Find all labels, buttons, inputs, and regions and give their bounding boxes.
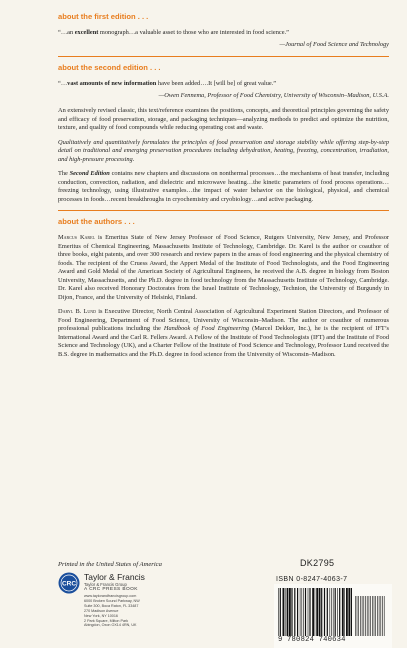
crc-press-book-label: A CRC PRESS BOOK	[84, 587, 138, 592]
first-edition-attribution: —Journal of Food Science and Technology	[279, 40, 389, 48]
publisher-website: www.taylorandfrancisgroup.com	[84, 594, 137, 598]
address-line: Suite 300, Boca Raton, FL 33487	[84, 603, 139, 608]
address-line: 270 Madison Avenue	[84, 609, 119, 614]
paragraph-text: contains new chapters and discussions on nonthermal processes…the mechanisms of heat transfer, including conduction, convection, radiation, and dielectric and microwave heating…the kinetic parameters of food process operations…freezing technology, using illustrative examples…the impact of water behavior on the biological, physical, and chemical processes in foods…recent breakthroughs in cryochemistry and cryobiology…and active packaging.	[58, 170, 390, 203]
address-line: Abingdon, Oxon OX14 4RN, UK	[84, 623, 137, 628]
second-edition-attribution: —Owen Fennema, Professor of Food Chemistry, University of Wisconsin–Madison, U.S.A.	[158, 91, 389, 99]
quote-text: monograph…a valuable asset to those who are interested in food science.”	[98, 29, 289, 36]
publisher-text	[84, 573, 204, 628]
author-bio-lund	[58, 308, 389, 359]
second-edition-emphasis: Second Edition	[69, 170, 110, 177]
authors-heading: about the authors . . .	[58, 217, 135, 226]
author-bio-text: is Emeritus State of New Jersey Professor of Food Science, Rutgers University, New Jersey, and Professor Emeritus of Chemical Engineering, Massachusetts Institute of Technology, Cambridge. Dr. Karel is the author or coauthor of three books, eight patents, and over 300 research and review papers in the areas of food engineering and the physical chemistry of foods. The recipient of the Cruess Award, the Appert Medal of the Institute of Food Technologists, and the Food Engineering Award and Gold Medal of the American Society of Agricultural Engineers, he received the A.B. degree in biology from Boston University, Massachusetts, and the Ph.D. degree in food technology from the Massachusetts Institute of Technology, Cambridge. Dr. Karel also received Honorary Doctorates from the Israel Institute of Technology, Technion, the University of Burgundy in Dijon, France, and the University of Helsinki, Finland.	[58, 234, 389, 301]
author-bio-karel	[58, 234, 389, 302]
author-name: Daryl B. Lund	[58, 308, 96, 315]
ean-number: 9 780824 740634	[278, 636, 346, 644]
address-line: 6000 Broken Sound Parkway, NW	[84, 599, 140, 604]
book-title: Handbook of Food Engineering	[163, 325, 250, 332]
address-line: New York, NY 10016	[84, 613, 118, 618]
ean-barcode-icon	[278, 588, 354, 636]
description-second-edition-paragraph	[58, 170, 389, 204]
quote-text: “…an	[58, 29, 75, 36]
author-bio-text: is Executive Director, North Central Association of Agricultural Experiment Station Directors, and Professor of Food Engineering, Department of Food Science, University of Wisconsin–Madison. The author or coauthor of numerous professional publications including the	[58, 308, 389, 332]
isbn-label: ISBN 0-8247-4063-7	[276, 576, 348, 583]
description-italic-paragraph: Qualitatively and quantitatively formulates the principles of food preservation and storage stability while offering step-by-step detail on traditional and emerging preservation procedures including dehydration, heating, freezing, concentration, irradiation, and high-pressure processing.	[58, 138, 389, 163]
catalog-number: DK2795	[300, 558, 335, 568]
author-bio-text: (Marcel Dekker, Inc.), he is the recipient of IFT’s International Award and the Carl R. Fellers Award. A Fellow of the Institute of Food Technologists (IFT) and the Institute of Food Science and Technology (UK), and a Charter Fellow of the Institute of Food Science and Technology, Professor Lund received the B.S. degree in mathematics and the Ph.D. degree in food science from the University of Wisconsin–Madison.	[58, 325, 390, 358]
quote-text: “…	[58, 80, 68, 87]
paragraph-text: The	[58, 170, 70, 177]
crc-press-logo-icon	[58, 572, 80, 594]
divider	[58, 56, 389, 57]
first-edition-heading: about the first edition . . .	[58, 12, 149, 21]
quote-emphasis: vast amounts of new information	[67, 80, 157, 87]
publisher-name: Taylor & Francis	[84, 572, 145, 582]
addon-barcode-icon	[355, 596, 389, 640]
second-edition-heading: about the second edition . . .	[58, 63, 161, 72]
first-edition-quote	[58, 29, 389, 38]
publisher-group: Taylor & Francis Group	[84, 582, 127, 587]
quote-emphasis: excellent	[74, 29, 99, 36]
divider	[58, 210, 389, 211]
logo-text: CRC	[61, 580, 77, 588]
printed-in-text: Printed in the United States of America	[58, 561, 162, 568]
quote-text: have been added….It [will be] of great value.”	[156, 80, 277, 87]
author-name: Marcus Karel	[58, 234, 95, 241]
second-edition-quote	[58, 80, 389, 89]
description-paragraph: An extensively revised classic, this text/reference examines the positions, concepts, and theoretical principles governing the safety and efficacy of food preservation, storage, and packaging techniques—analyzing methods to predict and optimize the nutrition, texture, and quality of food compounds while reducing operating cost and waste.	[58, 107, 389, 131]
address-line: 2 Park Square, Milton Park	[84, 619, 129, 624]
